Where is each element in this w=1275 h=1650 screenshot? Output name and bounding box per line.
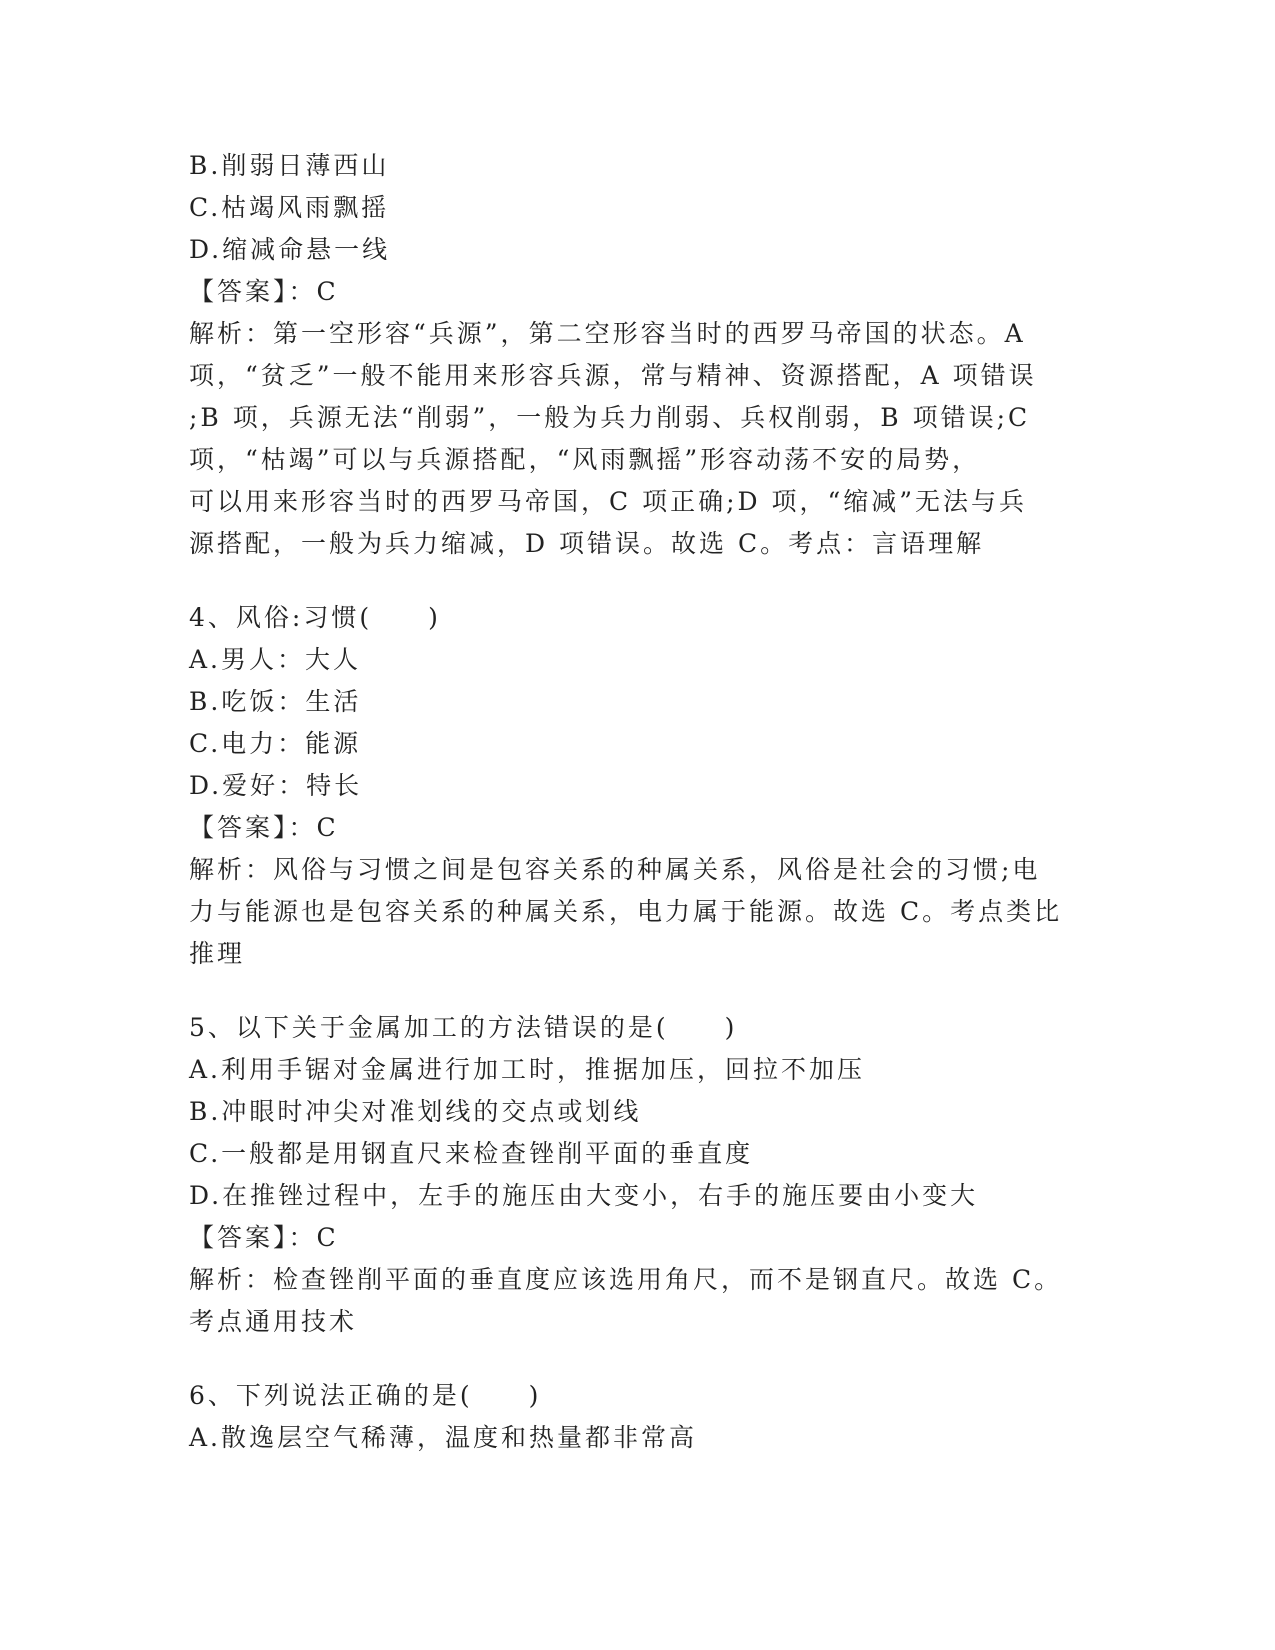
question-stem: 5、以下关于金属加工的方法错误的是( ) <box>189 1013 738 1042</box>
option-a: A.散逸层空气稀薄，温度和热量都非常高 <box>189 1423 698 1452</box>
analysis-line: 力与能源也是包容关系的种属关系，电力属于能源。故选 C。考点类比 <box>189 897 1063 926</box>
question-6 <box>189 1375 1089 1459</box>
analysis-line: 源搭配，一般为兵力缩减，D 项错误。故选 C。考点：言语理解 <box>189 529 985 558</box>
spacer <box>189 975 1089 1007</box>
question-4 <box>189 597 1089 975</box>
question-5 <box>189 1007 1089 1343</box>
analysis-line: 可以用来形容当时的西罗马帝国，C 项正确;D 项，“缩减”无法与兵 <box>189 487 1028 516</box>
document-page <box>189 145 1089 1459</box>
analysis-line: ;B 项，兵源无法“削弱”，一般为兵力削弱、兵权削弱，B 项错误;C <box>189 403 1031 432</box>
analysis-line: 解析：第一空形容“兵源”，第二空形容当时的西罗马帝国的状态。A <box>189 319 1026 348</box>
option-a: A.男人：大人 <box>189 645 362 674</box>
option-b: B.吃饭：生活 <box>189 687 362 716</box>
option-d: D.爱好：特长 <box>189 771 363 800</box>
question-stem: 4、风俗:习惯( ) <box>189 603 441 632</box>
option-d: D.在推锉过程中，左手的施压由大变小，右手的施压要由小变大 <box>189 1181 979 1210</box>
question-stem: 6、下列说法正确的是( ) <box>189 1381 542 1410</box>
question-3-continued <box>189 145 1089 565</box>
answer-line: 【答案】：C <box>189 1223 339 1252</box>
analysis-line: 项，“贫乏”一般不能用来形容兵源，常与精神、资源搭配，A 项错误 <box>189 361 1037 390</box>
option-c: C.枯竭风雨飘摇 <box>189 193 390 222</box>
analysis-line: 解析：风俗与习惯之间是包容关系的种属关系，风俗是社会的习惯;电 <box>189 855 1041 884</box>
analysis-line: 推理 <box>189 939 246 968</box>
option-c: C.电力：能源 <box>189 729 362 758</box>
answer-line: 【答案】：C <box>189 813 339 842</box>
option-b: B.削弱日薄西山 <box>189 151 390 180</box>
analysis-line: 项，“枯竭”可以与兵源搭配，“风雨飘摇”形容动荡不安的局势， <box>189 445 981 474</box>
analysis-line: 考点通用技术 <box>189 1307 358 1336</box>
analysis-line: 解析：检查锉削平面的垂直度应该选用角尺，而不是钢直尺。故选 C。 <box>189 1265 1063 1294</box>
spacer <box>189 1343 1089 1375</box>
spacer <box>189 565 1089 597</box>
option-c: C.一般都是用钢直尺来检查锉削平面的垂直度 <box>189 1139 754 1168</box>
option-d: D.缩减命悬一线 <box>189 235 391 264</box>
answer-line: 【答案】：C <box>189 277 339 306</box>
option-a: A.利用手锯对金属进行加工时，推据加压，回拉不加压 <box>189 1055 866 1084</box>
option-b: B.冲眼时冲尖对准划线的交点或划线 <box>189 1097 642 1126</box>
